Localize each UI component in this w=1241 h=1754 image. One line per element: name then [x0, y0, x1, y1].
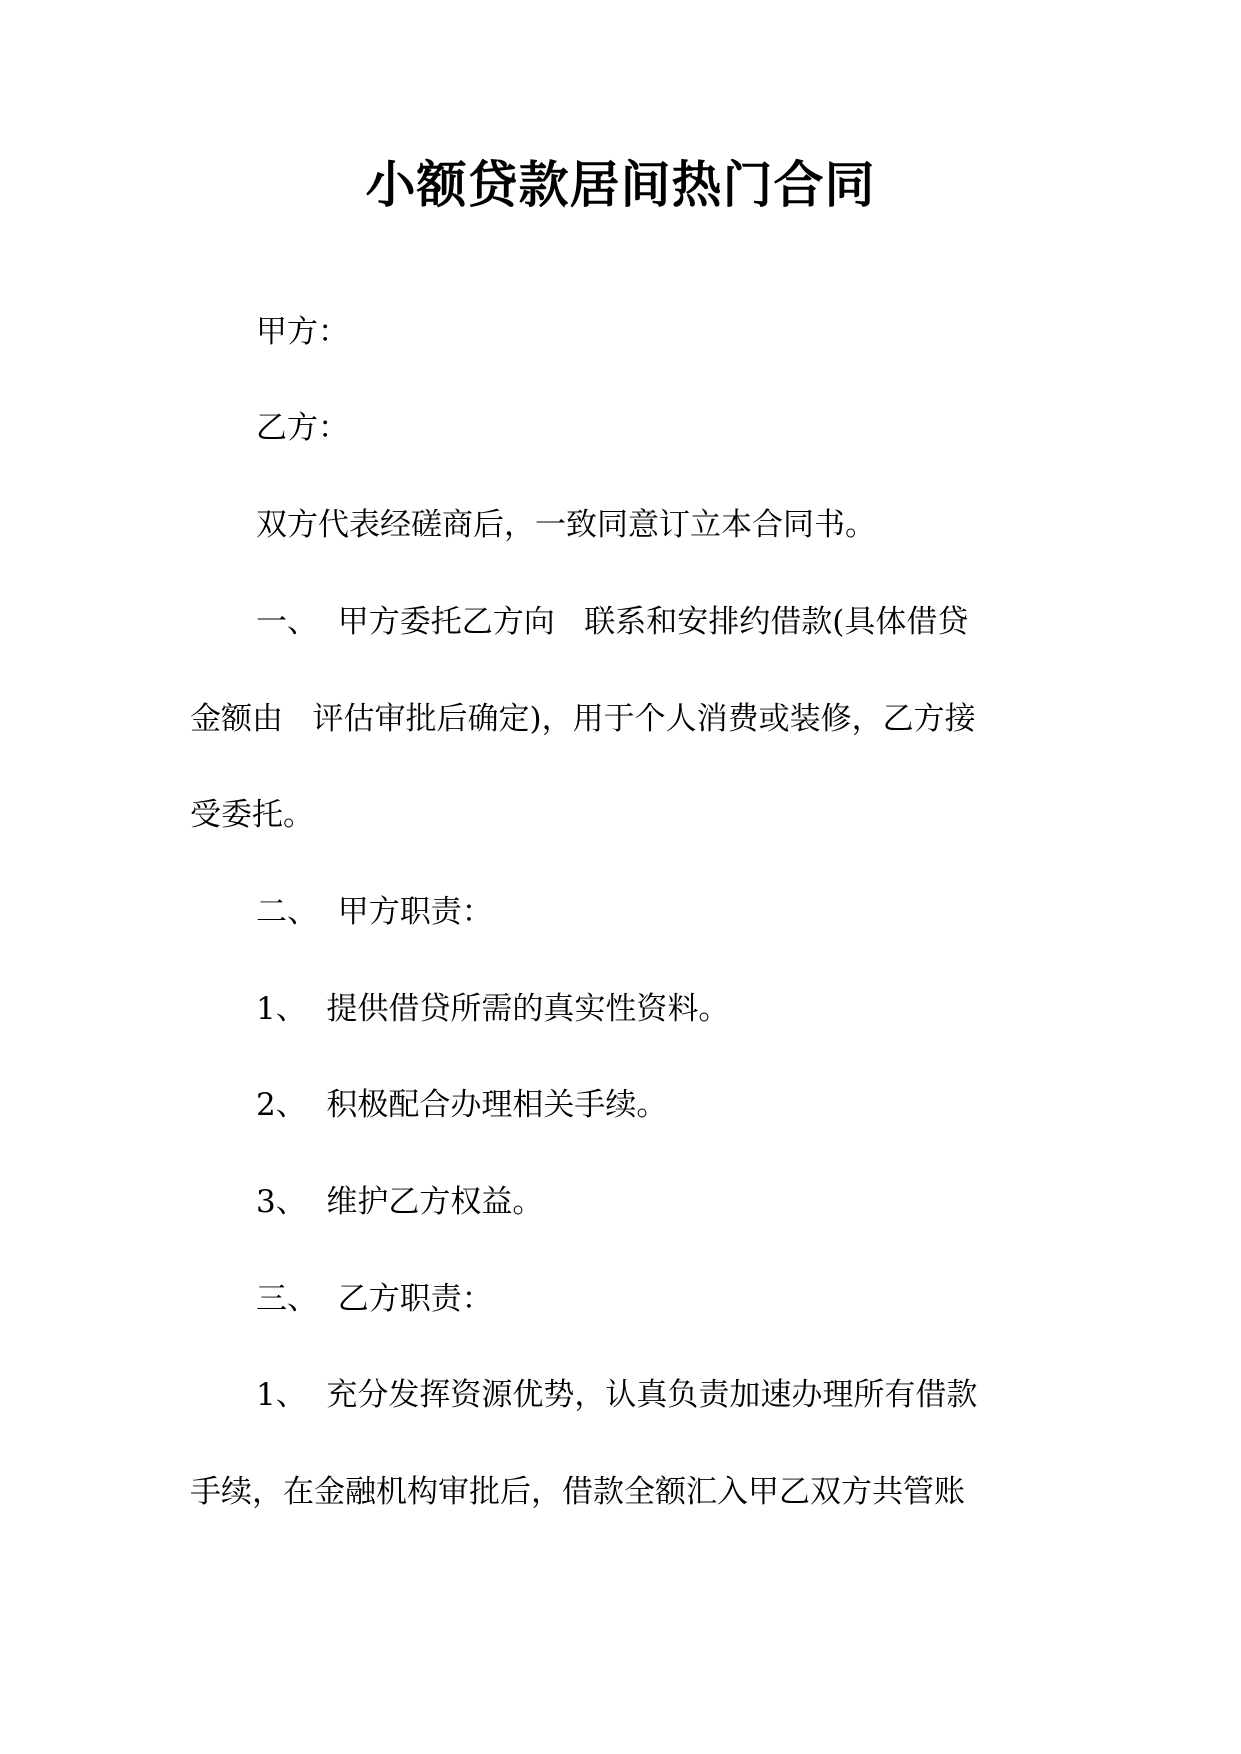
document-title: 小额贷款居间热门合同 [365, 156, 876, 214]
clause-three-item-1-line-2: 手续，在金融机构审批后，借款全额汇入甲乙双方共管账 [190, 1474, 965, 1510]
clause-one-line-2: 金额由 评估审批后确定)，用于个人消费或装修，乙方接 [190, 701, 976, 737]
clause-two-item-3: 3、 维护乙方权益。 [256, 1184, 544, 1220]
party-a-line: 甲方： [256, 314, 349, 350]
clause-two-item-1: 1、 提供借贷所需的真实性资料。 [256, 991, 730, 1027]
clause-three-item-1-line-1: 1、 充分发挥资源优势，认真负责加速办理所有借款 [256, 1377, 978, 1413]
clause-two-item-2: 2、 积极配合办理相关手续。 [256, 1087, 668, 1123]
party-b-line: 乙方： [256, 410, 349, 446]
preamble-line: 双方代表经磋商后，一致同意订立本合同书。 [256, 507, 876, 543]
clause-one-line-3: 受委托。 [190, 797, 314, 833]
clause-one-line-1: 一、 甲方委托乙方向 联系和安排约借款(具体借贷 [256, 604, 969, 640]
clause-three-heading: 三、 乙方职责： [256, 1281, 493, 1317]
clause-two-heading: 二、 甲方职责： [256, 894, 493, 930]
